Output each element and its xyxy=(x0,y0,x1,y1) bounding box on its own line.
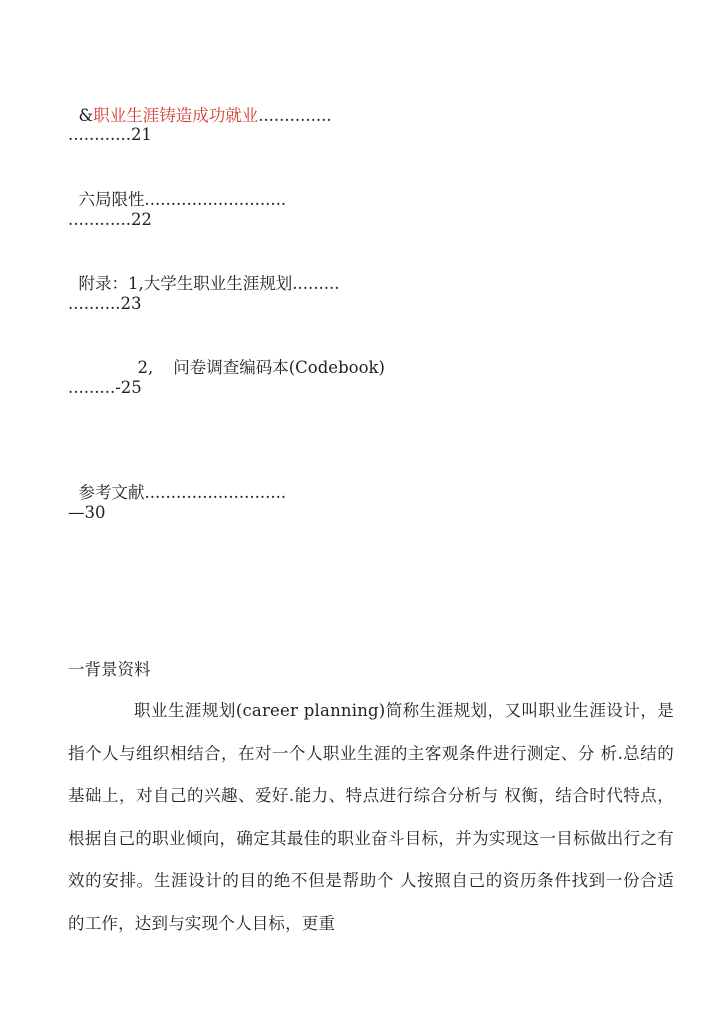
body-paragraph: 职业生涯规划(career planning)简称生涯规划，又叫职业生涯设计，是指个人与组织相结合，在对一个人职业生涯的主客观条件进行测定、分 析.总结的基础上，对自己的兴趣、爱好.能力、特点进行综合分析与 权衡，结合时代特点，根据自己的职业倾向，确定其最佳的职业奋斗目标，并为实现这一目标做出行之有效的安排。生涯设计的目的绝不但是帮助个 人按照自己的资历条件找到一份合适的工作，达到与实现个人目标，更重 xyxy=(68,701,674,933)
toc-leader-page-23: ..........23 xyxy=(68,294,142,313)
toc-entry-references xyxy=(68,460,286,504)
toc-leader-page-25: .........-25 xyxy=(68,378,142,397)
toc-number-codebook: 2, xyxy=(137,358,154,377)
toc-entry-appendix xyxy=(68,251,339,295)
toc-leader: ........................... xyxy=(144,190,287,209)
section-heading: 一背景资料 xyxy=(68,660,151,679)
toc-entry-employment xyxy=(68,83,332,127)
toc-title-employment: 职业生涯铸造成功就业 xyxy=(93,106,259,125)
toc-leader: ........................... xyxy=(144,483,287,502)
toc-prefix: & xyxy=(78,106,94,125)
toc-leader-page-30: —30 xyxy=(68,503,106,522)
toc-title-limitations: 六局限性 xyxy=(78,190,145,209)
toc-leader-page-21: ............21 xyxy=(68,125,152,144)
toc-title-references: 参考文献 xyxy=(78,483,145,502)
toc-leader-page-22: ............22 xyxy=(68,210,152,229)
toc-title-appendix: 附录：1,大学生职业生涯规划 xyxy=(78,274,293,293)
toc-leader: ......... xyxy=(292,274,340,293)
toc-entry-codebook xyxy=(127,335,385,379)
toc-leader: .............. xyxy=(258,106,332,125)
toc-entry-limitations xyxy=(68,167,286,211)
toc-title-codebook: 问卷调查编码本(Codebook) xyxy=(173,358,385,377)
